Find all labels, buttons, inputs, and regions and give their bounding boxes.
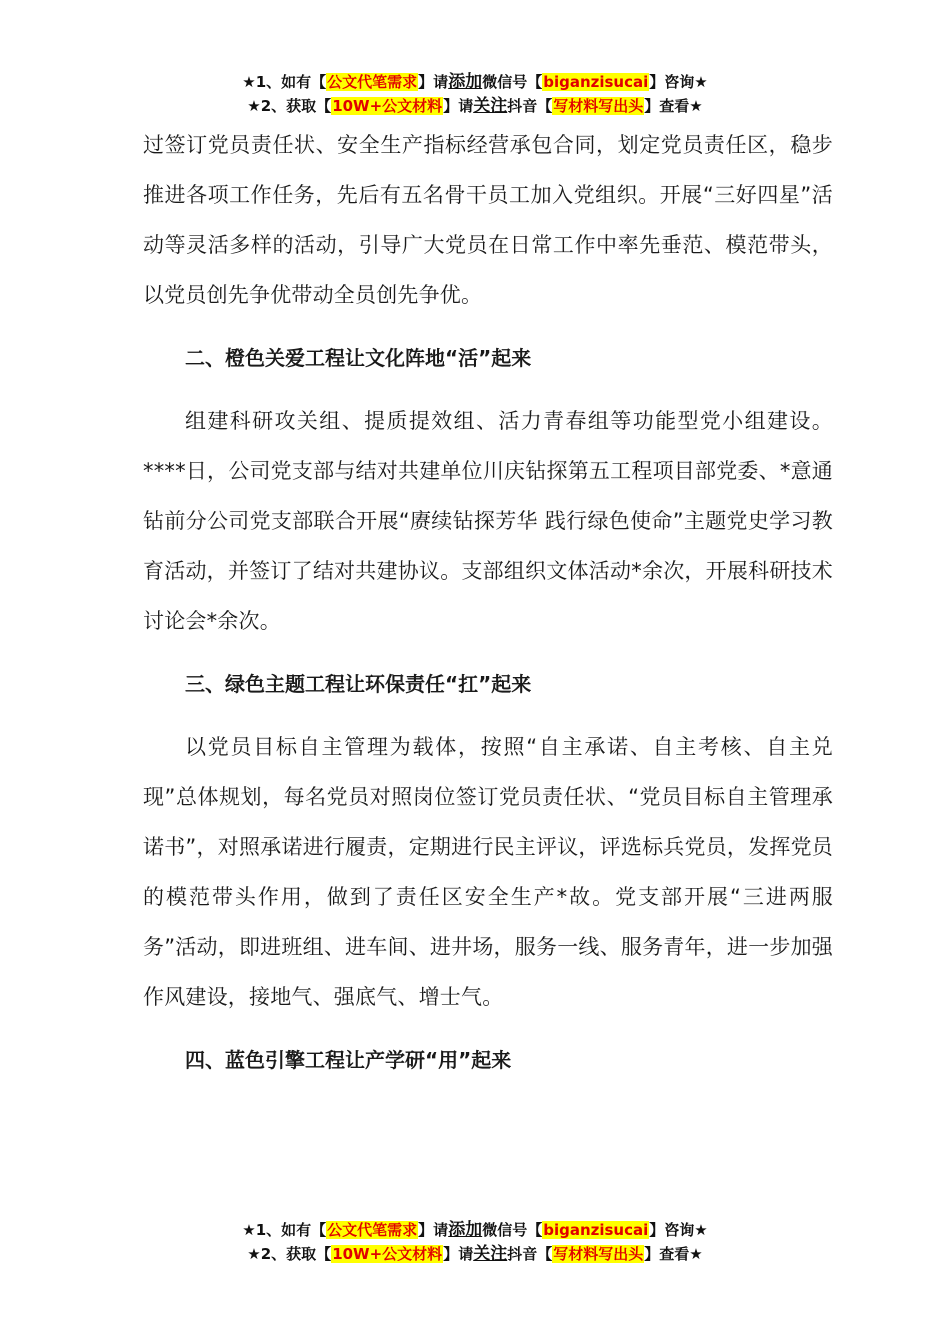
banner-text: ★1、如有【 xyxy=(242,1221,327,1239)
banner-line-2 xyxy=(0,1242,950,1266)
banner-text: 】查看★ xyxy=(644,97,703,115)
banner-underlined-text: 添加 xyxy=(448,1220,483,1240)
banner-highlight: biganzisucai xyxy=(543,1221,649,1239)
banner-text: 微信号【 xyxy=(482,1221,543,1239)
banner-text: 】查看★ xyxy=(644,1245,703,1263)
paragraph: 以党员目标自主管理为载体，按照“自主承诺、自主考核、自主兑现”总体规划，每名党员对照岗位签订党员责任状、“党员目标自主管理承诺书”，对照承诺进行履责，定期进行民主评议，评选标兵党员，发挥党员的模范带头作用，做到了责任区安全生产*故。党支部开展“三进两服务”活动，即进班组、进车间、进井场，服务一线、服务青年，进一步加强作风建设，接地气、强底气、增士气。 xyxy=(143,735,833,1009)
banner-text: 】请 xyxy=(443,97,474,115)
banner-highlight: 写材料写出头 xyxy=(553,97,644,115)
section-heading: 二、橙色关爱工程让文化阵地“活”起来 xyxy=(185,346,532,370)
banner-text: 】咨询★ xyxy=(649,1221,708,1239)
banner-text: 微信号【 xyxy=(482,73,543,91)
header-banner xyxy=(0,70,950,118)
paragraph: 组建科研攻关组、提质提效组、活力青春组等功能型党小组建设。****日，公司党支部与结对共建单位川庆钻探第五工程项目部党委、*意通钻前分公司党支部联合开展“赓续钻探芳华 践行绿色使命”主题党史学习教育活动，并签订了结对共建协议。支部组织文体活动*余次，开展科研技术讨论会*余次。 xyxy=(143,409,833,633)
banner-text: ★2、获取【 xyxy=(247,97,332,115)
banner-highlight: 10W+公文材料 xyxy=(332,97,443,115)
banner-highlight: biganzisucai xyxy=(543,73,649,91)
paragraph: 过签订党员责任状、安全生产指标经营承包合同，划定党员责任区，稳步推进各项工作任务，先后有五名骨干员工加入党组织。开展“三好四星”活动等灵活多样的活动，引导广大党员在日常工作中率先垂范、模范带头，以党员创先争优带动全员创先争优。 xyxy=(143,133,833,307)
banner-underlined-text: 关注 xyxy=(473,1244,508,1264)
banner-text: 抖音【 xyxy=(507,97,553,115)
banner-highlight: 写材料写出头 xyxy=(553,1245,644,1263)
section-heading: 四、蓝色引擎工程让产学研“用”起来 xyxy=(185,1048,512,1072)
banner-text: 抖音【 xyxy=(507,1245,553,1263)
banner-line-2 xyxy=(0,94,950,118)
banner-underlined-text: 添加 xyxy=(448,72,483,92)
banner-highlight: 公文代笔需求 xyxy=(327,73,418,91)
section-heading: 三、绿色主题工程让环保责任“扛”起来 xyxy=(185,672,532,696)
banner-text: 】请 xyxy=(418,1221,449,1239)
banner-text: 】请 xyxy=(418,73,449,91)
banner-text: 】咨询★ xyxy=(649,73,708,91)
banner-underlined-text: 关注 xyxy=(473,96,508,116)
banner-line-1 xyxy=(0,1218,950,1242)
banner-highlight: 公文代笔需求 xyxy=(327,1221,418,1239)
banner-text: 】请 xyxy=(443,1245,474,1263)
footer-banner xyxy=(0,1218,950,1266)
banner-text: ★2、获取【 xyxy=(247,1245,332,1263)
banner-text: ★1、如有【 xyxy=(242,73,327,91)
banner-highlight: 10W+公文材料 xyxy=(332,1245,443,1263)
document-body xyxy=(143,120,833,1085)
banner-line-1 xyxy=(0,70,950,94)
